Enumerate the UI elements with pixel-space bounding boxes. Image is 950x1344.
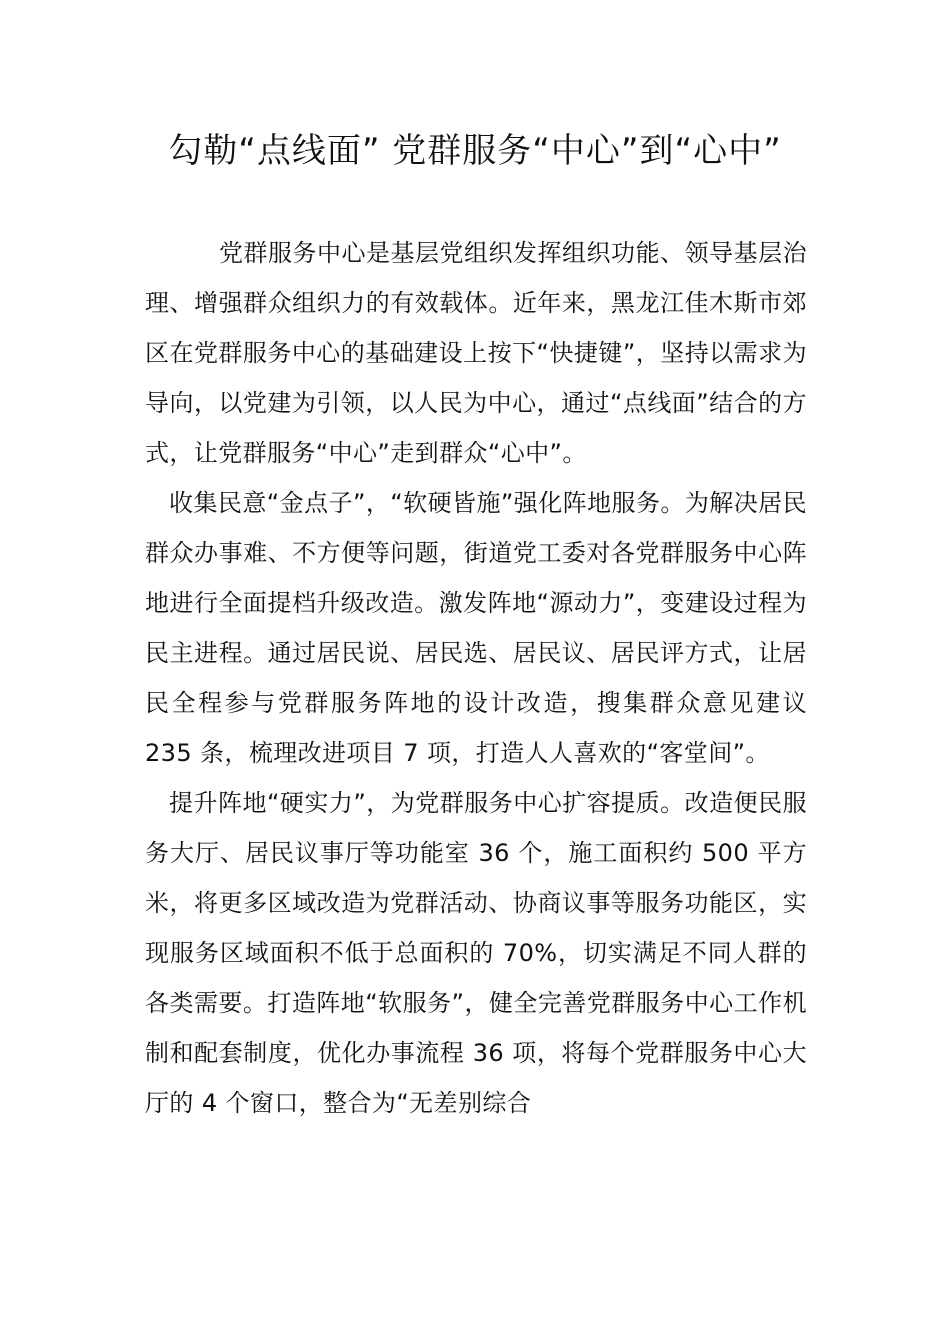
paragraph-intro: 党群服务中心是基层党组织发挥组织功能、领导基层治理、增强群众组织力的有效载体。近年来，黑龙江佳木斯市郊区在党群服务中心的基础建设上按下“快捷键”，坚持以需求为导向，以党建为引领，以人民为中心，通过“点线面”结合的方式，让党群服务“中心”走到群众“心中”。	[145, 239, 807, 467]
document-body	[145, 228, 807, 1128]
paragraph-upgrade-position: 提升阵地“硬实力”，为党群服务中心扩容提质。改造便民服务大厅、居民议事厅等功能室 36 个，施工面积约 500 平方米，将更多区域改造为党群活动、协商议事等服务功能区，实现服务区域面积不低于总面积的 70%，切实满足不同人群的各类需要。打造阵地“软服务”，健全完善党群服务中心工作机制和配套制度，优化办事流程 36 项，将每个党群服务中心大厅的 4 个窗口，整合为“无差别综合	[145, 789, 807, 1117]
document-title: 勾勒“点线面” 党群服务“中心”到“心中”	[168, 131, 782, 171]
paragraph-collect-opinions: 收集民意“金点子”，“软硬皆施”强化阵地服务。为解决居民群众办事难、不方便等问题，街道党工委对各党群服务中心阵地进行全面提档升级改造。激发阵地“源动力”，变建设过程为民主进程。通过居民说、居民选、居民议、居民评方式，让居民全程参与党群服务阵地的设计改造，搜集群众意见建议 235 条，梳理改进项目 7 项，打造人人喜欢的“客堂间”。	[145, 489, 807, 767]
